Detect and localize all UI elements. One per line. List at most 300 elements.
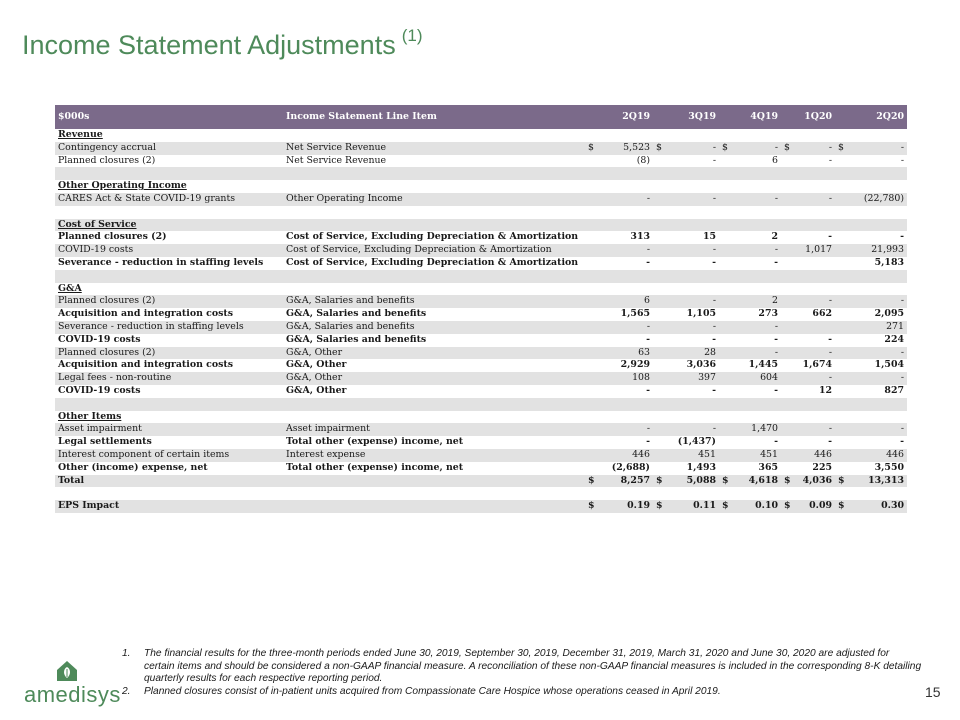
currency-symbol [585, 449, 599, 462]
currency-symbol [835, 462, 849, 475]
table-body [55, 129, 907, 513]
value-cell: 0.10 [755, 500, 778, 512]
table-row [55, 295, 907, 308]
currency-symbol [653, 321, 667, 334]
currency-symbol [781, 462, 795, 475]
footnote-number: 2. [122, 685, 131, 697]
row-line-item: Interest expense [286, 448, 366, 460]
value-cell: 15 [702, 231, 716, 243]
currency-symbol [835, 334, 849, 347]
row-line-item [283, 500, 585, 513]
currency-symbol: $ [838, 474, 845, 486]
currency-symbol [835, 372, 849, 385]
currency-symbol [585, 372, 599, 385]
value-cell: 0.19 [627, 500, 650, 512]
section-row [55, 283, 907, 296]
row-line-item: G&A, Other [286, 384, 347, 396]
currency-symbol [653, 372, 667, 385]
currency-symbol [653, 193, 667, 206]
currency-symbol [585, 462, 599, 475]
table-row [55, 500, 907, 513]
row-label: Interest component of certain items [58, 448, 230, 460]
value-cell: - [900, 295, 904, 307]
currency-symbol [835, 347, 849, 360]
currency-symbol [585, 295, 599, 308]
currency-symbol [835, 449, 849, 462]
value-cell: 6 [644, 295, 650, 307]
value-cell: - [774, 192, 778, 204]
currency-symbol [781, 436, 795, 449]
value-cell: - [646, 384, 650, 396]
currency-symbol [653, 449, 667, 462]
value-cell: 365 [758, 461, 778, 473]
house-leaf-icon [56, 660, 78, 682]
value-cell: - [900, 154, 904, 166]
value-cell [795, 257, 835, 270]
value-cell: 2 [771, 231, 778, 243]
value-cell: - [774, 256, 778, 268]
value-cell: (2,688) [611, 461, 650, 473]
row-label: COVID-19 costs [58, 384, 141, 396]
currency-symbol: $ [722, 474, 729, 486]
value-cell: - [712, 154, 716, 166]
row-line-item: G&A, Salaries and benefits [286, 333, 427, 345]
value-cell: 446 [886, 448, 904, 460]
row-label: Acquisition and integration costs [58, 359, 234, 371]
currency-symbol [585, 155, 599, 168]
currency-symbol [835, 257, 849, 270]
value-cell: 1,504 [874, 359, 904, 371]
row-line-item: Cost of Service, Excluding Depreciation & Amortization [286, 244, 552, 256]
currency-symbol [653, 347, 667, 360]
table-row [55, 475, 907, 488]
value-cell: - [712, 256, 716, 268]
currency-symbol [781, 321, 795, 334]
table-header-row [55, 105, 907, 129]
currency-symbol: $ [784, 474, 791, 486]
value-cell: 5,088 [686, 474, 716, 486]
currency-symbol [781, 155, 795, 168]
value-cell: - [712, 384, 716, 396]
row-line-item: G&A, Other [286, 372, 343, 384]
value-cell: - [712, 333, 716, 345]
currency-symbol [719, 231, 733, 244]
row-line-item: G&A, Salaries and benefits [286, 308, 427, 320]
value-cell: - [828, 154, 832, 166]
header-3q19: 3Q19 [688, 110, 716, 122]
currency-symbol [835, 231, 849, 244]
value-cell: 2 [772, 295, 778, 307]
spacer-row [55, 167, 907, 180]
header-1q20: 1Q20 [804, 110, 832, 122]
currency-symbol [719, 385, 733, 398]
row-label: Contingency accrual [58, 141, 156, 153]
spacer-cell [55, 206, 907, 219]
currency-symbol [653, 244, 667, 257]
spacer-row [55, 206, 907, 219]
table-row [55, 372, 907, 385]
value-cell: - [646, 333, 650, 345]
currency-symbol [835, 321, 849, 334]
table-row [55, 244, 907, 257]
currency-symbol: $ [588, 474, 595, 486]
currency-symbol: $ [784, 500, 791, 512]
spacer-cell [55, 487, 907, 500]
value-cell: - [712, 192, 716, 204]
value-cell: - [828, 231, 832, 243]
currency-symbol: $ [784, 141, 790, 153]
row-label: Other (income) expense, net [58, 461, 208, 473]
value-cell: 108 [632, 372, 650, 384]
currency-symbol [719, 295, 733, 308]
section-label: G&A [58, 282, 82, 294]
currency-symbol [835, 385, 849, 398]
section-label: Other Operating Income [58, 180, 187, 192]
currency-symbol [781, 423, 795, 436]
value-cell: 313 [630, 231, 650, 243]
value-cell: 6 [772, 154, 778, 166]
value-cell: 2,095 [874, 308, 904, 320]
spacer-row [55, 398, 907, 411]
value-cell: 12 [818, 384, 832, 396]
currency-symbol [719, 155, 733, 168]
currency-symbol [585, 193, 599, 206]
value-cell: - [646, 244, 650, 256]
table-row [55, 423, 907, 436]
value-cell: (22,780) [863, 192, 904, 204]
value-cell: - [646, 192, 650, 204]
section-row [55, 411, 907, 424]
value-cell: 273 [758, 308, 778, 320]
row-label: Severance - reduction in staffing levels [58, 256, 264, 268]
value-cell: 1,105 [686, 308, 716, 320]
currency-symbol: $ [656, 141, 662, 153]
currency-symbol [781, 385, 795, 398]
spacer-row [55, 270, 907, 283]
header-2q20: 2Q20 [876, 110, 904, 122]
value-cell: 224 [884, 333, 904, 345]
currency-symbol [585, 308, 599, 321]
row-line-item [283, 475, 585, 488]
table-row [55, 334, 907, 347]
value-cell: 1,493 [686, 461, 716, 473]
value-cell: (1,437) [677, 436, 716, 448]
currency-symbol [719, 334, 733, 347]
currency-symbol [719, 423, 733, 436]
value-cell: - [900, 141, 904, 153]
value-cell: 4,618 [748, 474, 778, 486]
currency-symbol [781, 244, 795, 257]
currency-symbol: $ [656, 500, 663, 512]
row-line-item: G&A, Salaries and benefits [286, 320, 415, 332]
currency-symbol [585, 436, 599, 449]
currency-symbol [653, 155, 667, 168]
currency-symbol [719, 449, 733, 462]
value-cell: - [774, 333, 778, 345]
row-label: CARES Act & State COVID-19 grants [58, 192, 236, 204]
currency-symbol [835, 436, 849, 449]
value-cell: - [774, 141, 778, 153]
spacer-cell [55, 270, 907, 283]
value-cell: 13,313 [868, 474, 904, 486]
currency-symbol [835, 155, 849, 168]
value-cell: (8) [636, 154, 650, 166]
value-cell: 662 [812, 308, 832, 320]
footnotes [122, 648, 922, 698]
value-cell: 2,929 [620, 359, 650, 371]
currency-symbol [835, 423, 849, 436]
value-cell: 21,993 [871, 244, 904, 256]
table-row [55, 462, 907, 475]
row-label: Planned closures (2) [58, 346, 156, 358]
page-title: Income Statement Adjustments $^{(1)}$ [22, 26, 423, 60]
row-label: Legal settlements [58, 436, 152, 448]
currency-symbol [781, 334, 795, 347]
spacer-row [55, 487, 907, 500]
footnote-text: Planned closures consist of in-patient units acquired from Compassionate Care Hospice whose operations ceased in April 2019. [144, 685, 721, 697]
value-cell: 0.30 [881, 500, 904, 512]
currency-symbol: $ [722, 141, 728, 153]
currency-symbol [585, 257, 599, 270]
row-line-item: Total other (expense) income, net [286, 461, 464, 473]
row-line-item: Other Operating Income [286, 192, 403, 204]
table-row [55, 436, 907, 449]
value-cell: - [828, 295, 832, 307]
value-cell: - [646, 320, 650, 332]
currency-symbol [781, 231, 795, 244]
row-label: Asset impairment [58, 423, 142, 435]
currency-symbol [781, 449, 795, 462]
value-cell: - [828, 192, 832, 204]
row-label: Severance - reduction in staffing levels [58, 320, 244, 332]
currency-symbol [719, 193, 733, 206]
table-row [55, 347, 907, 360]
table-row [55, 193, 907, 206]
currency-symbol [585, 385, 599, 398]
value-cell: 0.09 [809, 500, 832, 512]
value-cell: - [900, 436, 904, 448]
currency-symbol [585, 359, 599, 372]
table-row [55, 155, 907, 168]
value-cell: - [900, 423, 904, 435]
value-cell: 604 [760, 372, 778, 384]
value-cell: - [774, 320, 778, 332]
value-cell [795, 321, 835, 334]
value-cell: 225 [812, 461, 832, 473]
value-cell: - [646, 423, 650, 435]
value-cell: 5,183 [874, 256, 904, 268]
row-line-item: G&A, Other [286, 346, 343, 358]
value-cell: 397 [698, 372, 716, 384]
currency-symbol [781, 347, 795, 360]
currency-symbol: $ [722, 500, 729, 512]
table-row [55, 449, 907, 462]
row-label: Legal fees - non-routine [58, 372, 172, 384]
currency-symbol [585, 347, 599, 360]
section-label: Other Items [58, 410, 122, 422]
currency-symbol [653, 385, 667, 398]
currency-symbol [719, 321, 733, 334]
currency-symbol [653, 231, 667, 244]
value-cell: - [712, 244, 716, 256]
currency-symbol [585, 231, 599, 244]
value-cell: - [712, 320, 716, 332]
currency-symbol [781, 193, 795, 206]
value-cell: 3,036 [686, 359, 716, 371]
currency-symbol [653, 334, 667, 347]
row-line-item: Net Service Revenue [286, 141, 387, 153]
value-cell: - [828, 372, 832, 384]
currency-symbol [835, 359, 849, 372]
currency-symbol [719, 462, 733, 475]
currency-symbol [835, 308, 849, 321]
footnote-number: 1. [122, 648, 131, 659]
value-cell: 451 [760, 448, 778, 460]
value-cell: 1,445 [748, 359, 778, 371]
footnote-2 [122, 686, 922, 699]
value-cell: 446 [814, 448, 832, 460]
value-cell: 0.11 [693, 500, 716, 512]
value-cell: - [646, 256, 650, 268]
value-cell: - [712, 423, 716, 435]
section-label: Cost of Service [58, 218, 137, 230]
value-cell: - [900, 231, 904, 243]
value-cell: 1,470 [751, 423, 778, 435]
value-cell: 271 [886, 320, 904, 332]
footnote-text: The financial results for the three-month periods ended June 30, 2019, September 30, 2019, December 31, 2019, March 31, 2020 and June 30, 2020 are adjusted for certain items and should be considered a non-GAAP financial measure. A reconciliation of these non-GAAP financial measures is included in the corresponding 8-K detailing quarterly results for each respective reporting period. [144, 648, 922, 684]
value-cell: - [900, 372, 904, 384]
amedisys-logo [24, 660, 121, 708]
currency-symbol [653, 462, 667, 475]
row-label: Total [58, 474, 85, 486]
value-cell: - [774, 436, 778, 448]
value-cell: - [646, 436, 650, 448]
table-row [55, 308, 907, 321]
currency-symbol [653, 359, 667, 372]
value-cell: 451 [698, 448, 716, 460]
row-label: COVID-19 costs [58, 333, 141, 345]
footnote-1 [122, 648, 922, 686]
currency-symbol [653, 436, 667, 449]
row-label: EPS Impact [58, 500, 120, 512]
logo-wordmark: amedisys [24, 682, 121, 707]
currency-symbol [653, 295, 667, 308]
header-2q19: 2Q19 [622, 110, 650, 122]
value-cell: 4,036 [802, 474, 832, 486]
value-cell: 446 [632, 448, 650, 460]
value-cell: 3,550 [874, 461, 904, 473]
row-line-item: Cost of Service, Excluding Depreciation & Amortization [286, 256, 579, 268]
currency-symbol [719, 347, 733, 360]
row-label: Acquisition and integration costs [58, 308, 234, 320]
row-line-item: Cost of Service, Excluding Depreciation & Amortization [286, 231, 579, 243]
currency-symbol [781, 372, 795, 385]
value-cell: 1,674 [802, 359, 832, 371]
table-row [55, 385, 907, 398]
currency-symbol [653, 257, 667, 270]
row-label: COVID-19 costs [58, 244, 134, 256]
currency-symbol [719, 308, 733, 321]
adjustments-table [55, 105, 907, 513]
currency-symbol [835, 244, 849, 257]
row-line-item: Net Service Revenue [286, 154, 387, 166]
row-line-item: Total other (expense) income, net [286, 436, 464, 448]
value-cell: - [774, 346, 778, 358]
currency-symbol: $ [588, 500, 595, 512]
value-cell: 1,017 [805, 244, 832, 256]
currency-symbol [835, 193, 849, 206]
currency-symbol [781, 359, 795, 372]
value-cell: 8,257 [620, 474, 650, 486]
currency-symbol: $ [656, 474, 663, 486]
row-line-item: Asset impairment [286, 423, 370, 435]
section-row [55, 180, 907, 193]
table-row [55, 231, 907, 244]
value-cell: 63 [638, 346, 650, 358]
title-footnote-ref: (1) [401, 26, 423, 45]
value-cell: - [774, 244, 778, 256]
section-row [55, 219, 907, 232]
header-line-item: Income Statement Line Item [286, 110, 437, 122]
value-cell: - [828, 423, 832, 435]
currency-symbol: $ [838, 500, 845, 512]
value-cell: 5,523 [623, 141, 650, 153]
currency-symbol [719, 244, 733, 257]
currency-symbol [719, 372, 733, 385]
currency-symbol: $ [588, 141, 594, 153]
currency-symbol [719, 359, 733, 372]
currency-symbol [585, 423, 599, 436]
row-line-item: G&A, Salaries and benefits [286, 295, 415, 307]
value-cell: - [828, 141, 832, 153]
currency-symbol [781, 308, 795, 321]
row-label: Planned closures (2) [58, 295, 156, 307]
currency-symbol [719, 257, 733, 270]
value-cell: - [712, 141, 716, 153]
section-row [55, 129, 907, 142]
currency-symbol [585, 334, 599, 347]
currency-symbol [585, 321, 599, 334]
header-units: $000s [58, 110, 90, 122]
currency-symbol [653, 308, 667, 321]
value-cell: - [828, 436, 832, 448]
value-cell: - [712, 295, 716, 307]
table-row [55, 257, 907, 270]
currency-symbol [835, 295, 849, 308]
value-cell: 28 [704, 346, 716, 358]
row-label: Planned closures (2) [58, 231, 167, 243]
spacer-cell [55, 398, 907, 411]
value-cell: 827 [884, 384, 904, 396]
currency-symbol: $ [838, 141, 844, 153]
currency-symbol [781, 257, 795, 270]
section-label: Revenue [58, 129, 103, 140]
value-cell: - [900, 346, 904, 358]
value-cell: 1,565 [620, 308, 650, 320]
value-cell: - [774, 384, 778, 396]
table-row [55, 142, 907, 155]
row-label: Planned closures (2) [58, 154, 156, 166]
row-line-item: G&A, Other [286, 359, 347, 371]
currency-symbol [585, 244, 599, 257]
currency-symbol [719, 436, 733, 449]
currency-symbol [653, 423, 667, 436]
currency-symbol [781, 295, 795, 308]
page-number: 15 [925, 684, 941, 700]
spacer-cell [55, 167, 907, 180]
value-cell: - [828, 346, 832, 358]
table-row [55, 359, 907, 372]
